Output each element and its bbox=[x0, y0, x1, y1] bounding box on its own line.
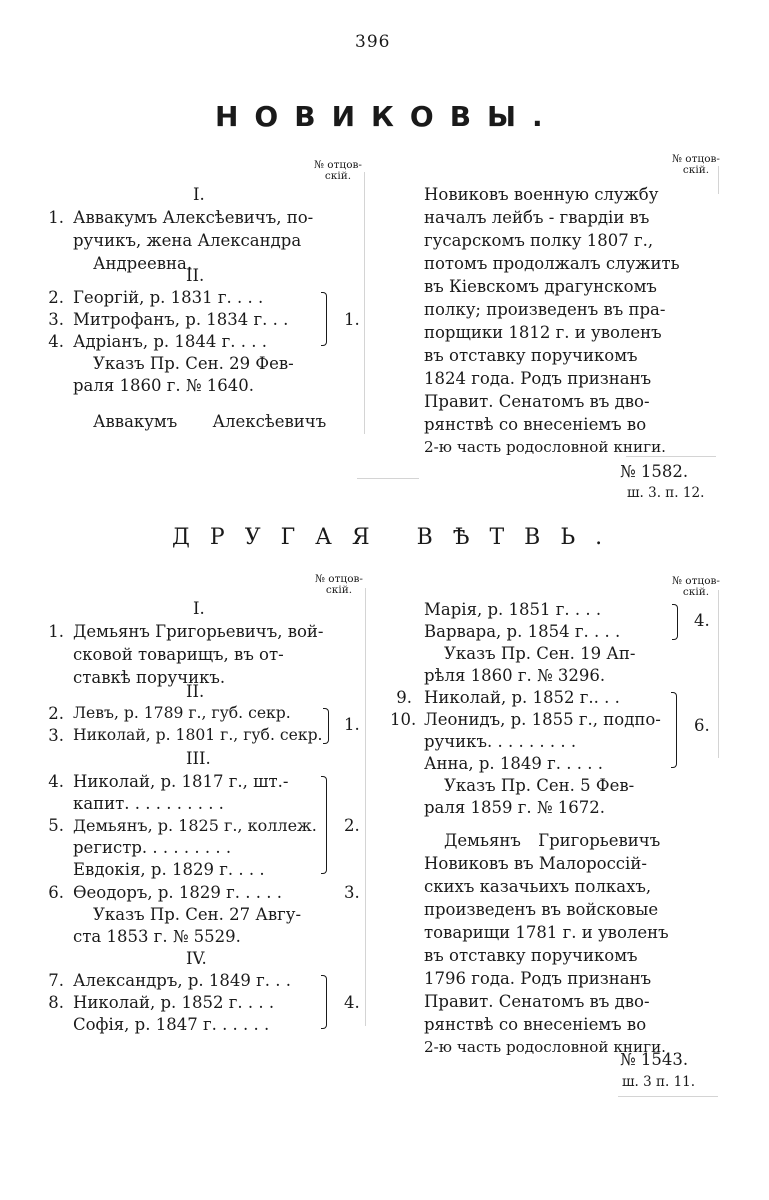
archive-ref-1: № 1582. bbox=[620, 462, 689, 481]
s2-person-8: Николай, р. 1852 г. . . . bbox=[73, 993, 275, 1012]
person-1-line2: ручикъ, жена Александра bbox=[73, 231, 302, 250]
s2-ukaz-r-line1: Указъ Пр. Сен. 19 Ап- bbox=[444, 644, 636, 663]
s2-anna: Анна, р. 1849 г. . . . . bbox=[424, 754, 603, 773]
brace-s2-gen4 bbox=[321, 975, 327, 1029]
bio-1-r1: Новиковъ военную службу bbox=[424, 185, 659, 204]
bio-1-r8: въ отставку поручикомъ bbox=[424, 346, 638, 365]
person-2: Георгій, р. 1831 г. . . . bbox=[73, 288, 264, 307]
bio-1-r10: Правит. Сенатомъ въ дво- bbox=[424, 392, 650, 411]
person-3: Митрофанъ, р. 1834 г. . . bbox=[73, 310, 289, 329]
person-1-line3: Андреевна. bbox=[93, 254, 193, 273]
shelf-ref-1: ш. 3. п. 12. bbox=[627, 485, 705, 501]
s2-person-1-line3: ставкѣ поручикъ. bbox=[73, 668, 226, 687]
s2-person-10-number: 10. bbox=[390, 710, 417, 729]
s2-generation-1: I. bbox=[193, 599, 205, 618]
person-1-number: 1. bbox=[48, 208, 64, 227]
ref-rule-1 bbox=[626, 456, 716, 457]
bio-1-r6: полку; произведенъ въ пра- bbox=[424, 300, 666, 319]
column-rule-1a bbox=[364, 172, 365, 434]
father-ref-1: 1. bbox=[344, 310, 360, 329]
column-rule-2b bbox=[718, 590, 719, 758]
s2-person-5-line1: Демьянъ, р. 1825 г., коллеж. bbox=[73, 816, 317, 835]
col-header-left-2 bbox=[312, 574, 366, 596]
s2-ref-gen4: 4. bbox=[344, 993, 360, 1012]
s2-person-5-number: 5. bbox=[48, 816, 64, 835]
s2-maria: Марія, р. 1851 г. . . . bbox=[424, 600, 602, 619]
col-header-right-2-line1: № отцов- bbox=[672, 575, 720, 587]
column-rule-2a bbox=[365, 588, 366, 1026]
s2-bio-3: скихъ казачьихъ полкахъ, bbox=[424, 877, 652, 896]
person-2-number: 2. bbox=[48, 288, 64, 307]
ukaz-1-line1: Указъ Пр. Сен. 29 Фев- bbox=[93, 354, 294, 373]
col-header-right bbox=[668, 154, 724, 176]
generation-2: II. bbox=[186, 266, 205, 285]
s2-person-6-number: 6. bbox=[48, 883, 64, 902]
bio-1-r7: порщики 1812 г. и уволенъ bbox=[424, 323, 662, 342]
column-rule-1b bbox=[718, 166, 719, 194]
s2-person-4-number: 4. bbox=[48, 772, 64, 791]
brace-s2-r6 bbox=[671, 692, 677, 768]
s2-person-8b: Софія, р. 1847 г. . . . . . bbox=[73, 1015, 270, 1034]
bio-1-r5: въ Кіевскомъ драгунскомъ bbox=[424, 277, 657, 296]
brace-s2-r4 bbox=[672, 604, 678, 640]
s2-ref-r4: 4. bbox=[694, 611, 710, 630]
s2-person-2: Левъ, р. 1789 г., губ. секр. bbox=[73, 704, 291, 722]
s2-person-9-number: 9. bbox=[396, 688, 412, 707]
s2-bio-4: произведенъ въ войсковые bbox=[424, 900, 659, 919]
s2-person-6: Ѳеодоръ, р. 1829 г. . . . . bbox=[73, 883, 283, 902]
s2-person-10-line1: Леонидъ, р. 1855 г., подпо- bbox=[424, 710, 661, 729]
s2-bio-7: 1796 года. Родъ признанъ bbox=[424, 969, 652, 988]
s2-person-5-line3: Евдокія, р. 1829 г. . . . bbox=[73, 860, 265, 879]
section-rule bbox=[357, 478, 419, 479]
s2-bio-9: рянствѣ со внесеніемъ во bbox=[424, 1015, 647, 1034]
s2-person-8-number: 8. bbox=[48, 993, 64, 1012]
page-number: 396 bbox=[355, 32, 391, 52]
s2-bio-1: Демьянъ Григорьевичъ bbox=[444, 831, 661, 850]
generation-1: I. bbox=[193, 185, 205, 204]
person-3-number: 3. bbox=[48, 310, 64, 329]
s2-person-3-number: 3. bbox=[48, 726, 64, 745]
s2-ukaz-3-line2: ста 1853 г. № 5529. bbox=[73, 927, 241, 946]
col-header-right-2 bbox=[668, 576, 724, 598]
s2-person-9: Николай, р. 1852 г.. . . bbox=[424, 688, 620, 707]
s2-ukaz-r2-line1: Указъ Пр. Сен. 5 Фев- bbox=[444, 776, 635, 795]
s2-ukaz-r-line2: рѣля 1860 г. № 3296. bbox=[424, 666, 606, 685]
s2-person-1-number: 1. bbox=[48, 622, 64, 641]
s2-bio-6: въ отставку поручикомъ bbox=[424, 946, 638, 965]
page-title: НОВИКОВЫ. bbox=[215, 100, 559, 133]
s2-generation-4: IV. bbox=[186, 949, 207, 968]
s2-ref-gen2: 1. bbox=[344, 715, 360, 734]
bio-1-r9: 1824 года. Родъ признанъ bbox=[424, 369, 652, 388]
s2-ref-p6: 3. bbox=[344, 883, 360, 902]
bio-1-r3: гусарскомъ полку 1807 г., bbox=[424, 231, 654, 250]
ukaz-1-line2: раля 1860 г. № 1640. bbox=[73, 376, 255, 395]
s2-person-7-number: 7. bbox=[48, 971, 64, 990]
col-header-left-2-line1: № отцов- bbox=[315, 573, 363, 585]
s2-person-4-line1: Николай, р. 1817 г., шт.- bbox=[73, 772, 289, 791]
s2-person-10-line2: ручикъ. . . . . . . . . bbox=[424, 732, 577, 751]
bio-1-r11: рянствѣ со внесеніемъ во bbox=[424, 415, 647, 434]
col-header-right-line2: скій. bbox=[682, 164, 710, 176]
brace-sec1 bbox=[321, 292, 327, 346]
s2-bio-8: Правит. Сенатомъ въ дво- bbox=[424, 992, 650, 1011]
bio-1-r12: 2-ю часть родословной книги. bbox=[424, 438, 667, 456]
person-4: Адріанъ, р. 1844 г. . . . bbox=[73, 332, 267, 351]
s2-person-1-line1: Демьянъ Григорьевичъ, вой- bbox=[73, 622, 324, 641]
bio-1-r4: потомъ продолжалъ служить bbox=[424, 254, 680, 273]
s2-person-4-line2: капит. . . . . . . . . . bbox=[73, 794, 224, 813]
brace-s2-gen3 bbox=[321, 776, 327, 874]
brace-s2-gen2 bbox=[323, 708, 329, 744]
s2-bio-2: Новиковъ въ Малороссій- bbox=[424, 854, 647, 873]
s2-varvara: Варвара, р. 1854 г. . . . bbox=[424, 622, 621, 641]
s2-ukaz-r2-line2: раля 1859 г. № 1672. bbox=[424, 798, 606, 817]
s2-ref-r6: 6. bbox=[694, 716, 710, 735]
s2-person-1-line2: сковой товарищъ, въ от- bbox=[73, 645, 284, 664]
col-header-left-2-line2: скій. bbox=[325, 584, 353, 596]
s2-ref-gen3: 2. bbox=[344, 816, 360, 835]
person-4-number: 4. bbox=[48, 332, 64, 351]
col-header-right-2-line2: скій. bbox=[682, 586, 710, 598]
section-title: ДРУГАЯ ВѢТВЬ. bbox=[172, 525, 623, 550]
archive-ref-2: № 1543. bbox=[620, 1050, 689, 1069]
col-header-left-line1: № отцов- bbox=[314, 159, 362, 171]
bio-1-r2: началъ лейбъ - гвардіи въ bbox=[424, 208, 650, 227]
ref-rule-2 bbox=[618, 1096, 718, 1097]
s2-person-5-line2: регистр. . . . . . . . . bbox=[73, 838, 232, 857]
s2-person-7: Александръ, р. 1849 г. . . bbox=[73, 971, 291, 990]
s2-generation-2: II. bbox=[186, 682, 205, 701]
s2-ukaz-3-line1: Указъ Пр. Сен. 27 Авгу- bbox=[93, 905, 302, 924]
s2-person-3: Николай, р. 1801 г., губ. секр. bbox=[73, 726, 323, 744]
s2-person-2-number: 2. bbox=[48, 704, 64, 723]
s2-generation-3: III. bbox=[186, 749, 211, 768]
col-header-right-line1: № отцов- bbox=[672, 153, 720, 165]
bio-1-line1: Аввакумъ Алексѣевичъ bbox=[93, 412, 327, 431]
person-1-line1: Аввакумъ Алексѣевичъ, по- bbox=[73, 208, 314, 227]
s2-bio-5: товарищи 1781 г. и уволенъ bbox=[424, 923, 669, 942]
col-header-left-line2: скій. bbox=[324, 170, 352, 182]
s2-bio-10: 2-ю часть родословной книги. bbox=[424, 1038, 667, 1056]
col-header-left bbox=[313, 160, 363, 182]
shelf-ref-2: ш. 3 п. 11. bbox=[622, 1074, 696, 1090]
